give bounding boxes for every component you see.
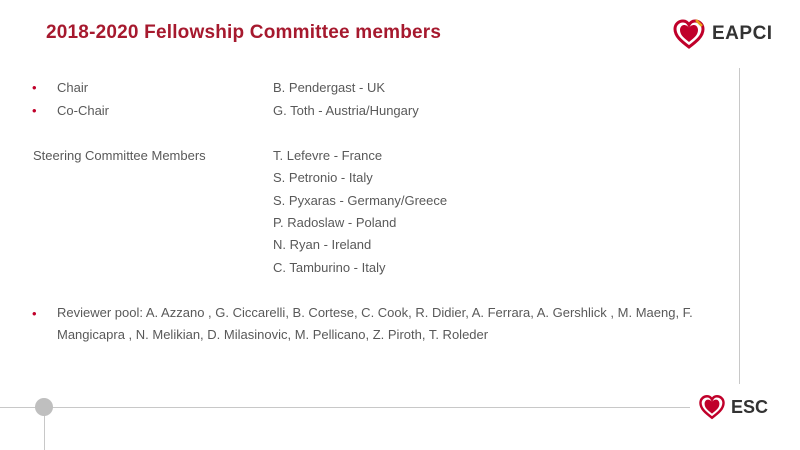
divider-horizontal: [0, 407, 690, 408]
cochair-value: G. Toth - Austria/Hungary: [273, 103, 419, 118]
eapci-wordmark: EAPCI: [712, 23, 773, 44]
steering-member: C. Tamburino - Italy: [273, 260, 386, 275]
eapci-logo: [672, 18, 773, 50]
chair-value: B. Pendergast - UK: [273, 80, 385, 95]
decorative-dot: [35, 398, 53, 416]
esc-wordmark: ESC: [731, 396, 769, 417]
heart-logo-icon: [672, 18, 706, 50]
bullet-icon: •: [32, 103, 37, 118]
steering-member: S. Petronio - Italy: [273, 170, 373, 185]
reviewer-pool: Reviewer pool: A. Azzano , G. Ciccarelli, B. Cortese, C. Cook, R. Didier, A. Ferrara, A. Gershlick , M. Maeng, F. Mangicapra , N. Melikian, D. Milasinovic, M. Pellicano, Z. Piroth, T. Roleder: [57, 305, 693, 342]
heart-logo-icon: [698, 393, 726, 421]
chair-label: Chair: [57, 80, 89, 95]
bullet-icon: •: [32, 306, 37, 321]
steering-member: P. Radoslaw - Poland: [273, 215, 397, 230]
divider-vertical: [739, 68, 740, 384]
steering-member: N. Ryan - Ireland: [273, 237, 372, 252]
esc-logo: [698, 392, 768, 422]
steering-member: T. Lefevre - France: [273, 148, 383, 163]
slide-title: 2018-2020 Fellowship Committee members: [46, 22, 442, 43]
bullet-icon: •: [32, 80, 37, 95]
steering-member: S. Pyxaras - Germany/Greece: [273, 193, 448, 208]
steering-label: Steering Committee Members: [33, 148, 206, 163]
cochair-label: Co-Chair: [57, 103, 110, 118]
